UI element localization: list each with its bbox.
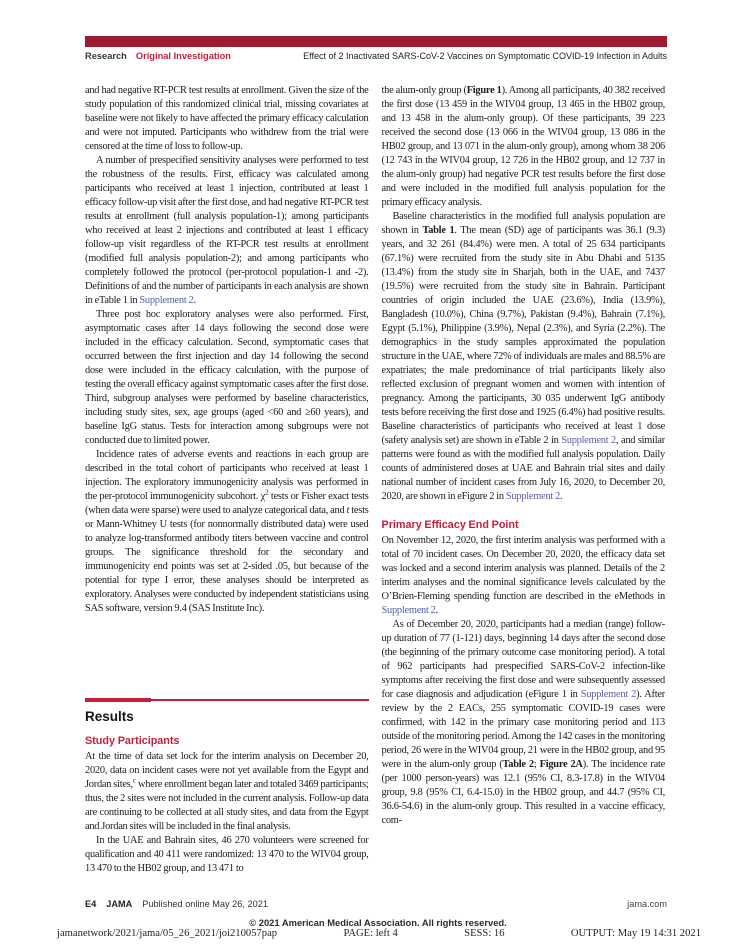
body-paragraph: and had negative RT-PCR test results at enrollment. Given the size of the study population of this randomized clinical trial, missing covariates at baseline were not likely to have affected the primary efficacy calculation and were not imputed. Participants who withdrew from the trial were censored at the time of loss to follow-up.: [85, 85, 369, 152]
production-path: jamanetwork/2021/jama/05_26_2021/joi210057pap: [57, 928, 278, 939]
body-paragraph: At the time of data set lock for the interim analysis on December 20, 2020, data on incident cases were not yet available from the Egypt and Jordan sites,$^c$ where enrollment began later and totaled 3469 participants; thus, the 2 sites were not included in the current analysis. Follow-up data are continuing to be collected at all study sites, and data from the Egypt and Jordan sites will be included in the final analysis.: [85, 751, 369, 832]
body-paragraph: Baseline characteristics in the modified full analysis population are shown in Table 1. The mean (SD) age of participants was 36.1 (9.3) years, and 32 261 (84.4%) were men. A total of 25 634 participants (67.1%) were recruited from the study site in Abu Dhabi and 5135 (13.4%) from the study site in Sharjah, both in the UAE, and 7437 (19.5%) were recruited from the study site in Bahrain. Participant countries of origin included the UAE (23.6%), India (13.9%), Bangladesh (10.0%), China (9.7%), Pakistan (9.4%), Bahrain (7.1%), Egypt (5.1%), Philippine (3.9%), Nepal (2.3%), and Syria (2.2%). The demographics in the study samples approximated the population structure in the UAE, where 72% of individuals are males and 88.5% are expatriates; the male predominance of trial participants likely also reflected exclusion of pregnant women and women with intention of pregnancy. Among the participants, 30 035 underwent IgG antibody tests before receiving the first dose and 1925 (6.4%) had positive results. Baseline characteristics of participants who received at least 1 dose (safety analysis set) are shown in eTable 2 in Supplement 2, and similar patterns were found as with the modified full analysis population. Daily counts of administered doses at UAE and Bahrain trial sites and daily national number of incident cases from July 16, 2020, to December 20, 2020, are shown in eFigure 2 in Supplement 2.: [381, 211, 665, 502]
study-participants-heading: Study Participants: [85, 735, 180, 747]
section-label: Research: [85, 51, 127, 61]
results-continuation: [382, 84, 666, 504]
production-line: [57, 928, 701, 939]
production-sess: SESS: 16: [464, 928, 505, 939]
body-paragraph: On November 12, 2020, the first interim analysis was performed with a total of 70 incident cases. On December 20, 2020, the efficacy data set was locked and a second interim analysis was planned. Details of the 2 interim analyses and the nominal significance levels calculated by the O’Brien-Fleming spending function are described in the eMethods in Supplement 2.: [381, 535, 665, 616]
rule-thin-line: [85, 699, 369, 700]
copyright-notice: © 2021 American Medical Association. All rights reserved.: [249, 917, 507, 928]
production-output: OUTPUT: May 19 14:31 2021: [570, 928, 701, 939]
kicker: [85, 51, 231, 61]
production-page: PAGE: left 4: [343, 928, 398, 939]
supplement-link[interactable]: Supplement 2: [561, 435, 616, 446]
published-date: Published online May 26, 2021: [142, 899, 268, 909]
study-participants-text: [85, 750, 369, 876]
footer-left: [85, 899, 268, 909]
results-section: [85, 698, 369, 876]
right-column: [382, 84, 666, 876]
body-paragraph: the alum-only group (Figure 1). Among all participants, 40 382 received the first dose (13 459 in the WIV04 group, 13 465 in the HB02 group, and 13 458 in the alum-only group). Of these participants, 39 223 received the second dose (13 066 in the WIV04 group, 13 086 in the HB02 group, and 13 071 in the alum-only group), among whom 38 206 (12 743 in the WIV04 group, 12 726 in the HB02 group, and 12 737 in the alum-only group) had negative PCR test results before the first dose and were included in the modified full analysis population for the primary efficacy analysis.: [381, 85, 665, 208]
results-section-rule: [85, 698, 369, 702]
supplement-link[interactable]: Supplement 2: [505, 491, 561, 502]
journal-name: JAMA: [106, 899, 133, 909]
supplement-link[interactable]: Supplement 2: [381, 605, 436, 616]
supplement-link[interactable]: Supplement 2: [580, 689, 637, 700]
primary-efficacy-text: [382, 534, 666, 828]
body-paragraph: As of December 20, 2020, participants had a median (range) follow-up duration of 77 (1-121) days, beginning 14 days after the second dose (the beginning of the primary outcome case monitoring period). A total of 962 participants had prespecified SARS-CoV-2 infection-like symptoms after receiving the first dose and were subsequently assessed for case diagnosis and adjudication (eFigure 1 in Supplement 2). After review by the 2 EACs, 255 symptomatic COVID-19 cases were confirmed, with 142 in the primary case monitoring period and 113 outside of the monitoring period. Among the 142 cases in the monitoring period, 26 were in the WIV04 group, 21 were in the HB02 group, and 95 were in the alum-only group (Table 2; Figure 2A). The incidence rate (per 1000 person-years) was 12.1 (95% CI, 8.3-17.8) in the WIV04 group, 9.8 (95% CI, 6.4-15.0) in the HB02 group, and 44.7 (95% CI, 36.6-54.6) in the alum-only group. This resulted in a vaccine efficacy, com-: [381, 619, 665, 826]
methods-continuation: [85, 84, 369, 616]
masthead-bar: [85, 36, 667, 47]
body-paragraph: In the UAE and Bahrain sites, 46 270 volunteers were screened for qualification and 40 411 were randomized: 13 470 to the WIV04 group, 13 470 to the HB02 group, and 13 471 to: [85, 835, 369, 874]
supplement-link[interactable]: Supplement 2: [139, 295, 194, 306]
journal-footer: [85, 899, 667, 909]
running-title: Effect of 2 Inactivated SARS-CoV-2 Vaccines on Symptomatic COVID-19 Infection in Adults: [303, 51, 667, 61]
body-paragraph: A number of prespecified sensitivity analyses were performed to test the robustness of the results. First, efficacy was calculated among participants who received at least 1 injection, contributed at least 1 efficacy follow-up visit after the first dose, and had negative RT-PCR test results at enrollment (full analysis population-1); among participants who received at least 2 injections and contributed at least 1 efficacy follow-up visit regardless of the RT-PCR test results at enrollment (modified full analysis population-2); and among participants who completely followed the protocol (per-protocol population-1 and -2). Definitions of and the number of participants in each analysis are shown in eTable 1 in Supplement 2.: [85, 155, 369, 306]
article-type-label: Original Investigation: [135, 51, 231, 61]
primary-efficacy-heading: Primary Efficacy End Point: [381, 519, 519, 531]
body-paragraph: Incidence rates of adverse events and reactions in each group are described in the total cohort of participants who received at least 1 injection. The exploratory immunogenicity analysis was performed in the per-protocol immunogenicity subcohort. $\chi^2$ tests or Fisher exact tests (when data were sparse) were used to analyze categorical data, and t tests or Mann-Whitney U tests (for nonnormally distributed data) were used to analyze log-transformed antibody titers between vaccine and control groups. The significance threshold for the secondary and immunogenicity end points was set at 2-sided .05, but because of the potential for type I error, these analyses should be interpreted as exploratory. Analyses were conducted by independent statisticians using SAS software, version 9.4 (SAS Institute Inc).: [85, 449, 369, 614]
two-column-body: [85, 84, 665, 876]
page-number: E4: [85, 899, 97, 909]
body-paragraph: Three post hoc exploratory analyses were also performed. First, asymptomatic cases after 14 days following the second dose were included in the efficacy calculation. Second, symptomatic cases that occurred between the first injection and day 14 following the second dose were included in the efficacy calculation, with the purpose of testing the overall efficacy against symptomatic cases after the first dose. Third, subgroup analyses were performed by baseline characteristics, including study sites, sex, age groups (aged <60 and ≥60 years), and baseline IgG status. Tests for interaction among subgroups were not conducted due to limited power.: [85, 309, 369, 446]
page-header: [85, 51, 667, 65]
jama-site-link[interactable]: jama.com: [627, 899, 667, 909]
results-heading: Results: [85, 709, 134, 724]
left-column: [85, 84, 369, 876]
